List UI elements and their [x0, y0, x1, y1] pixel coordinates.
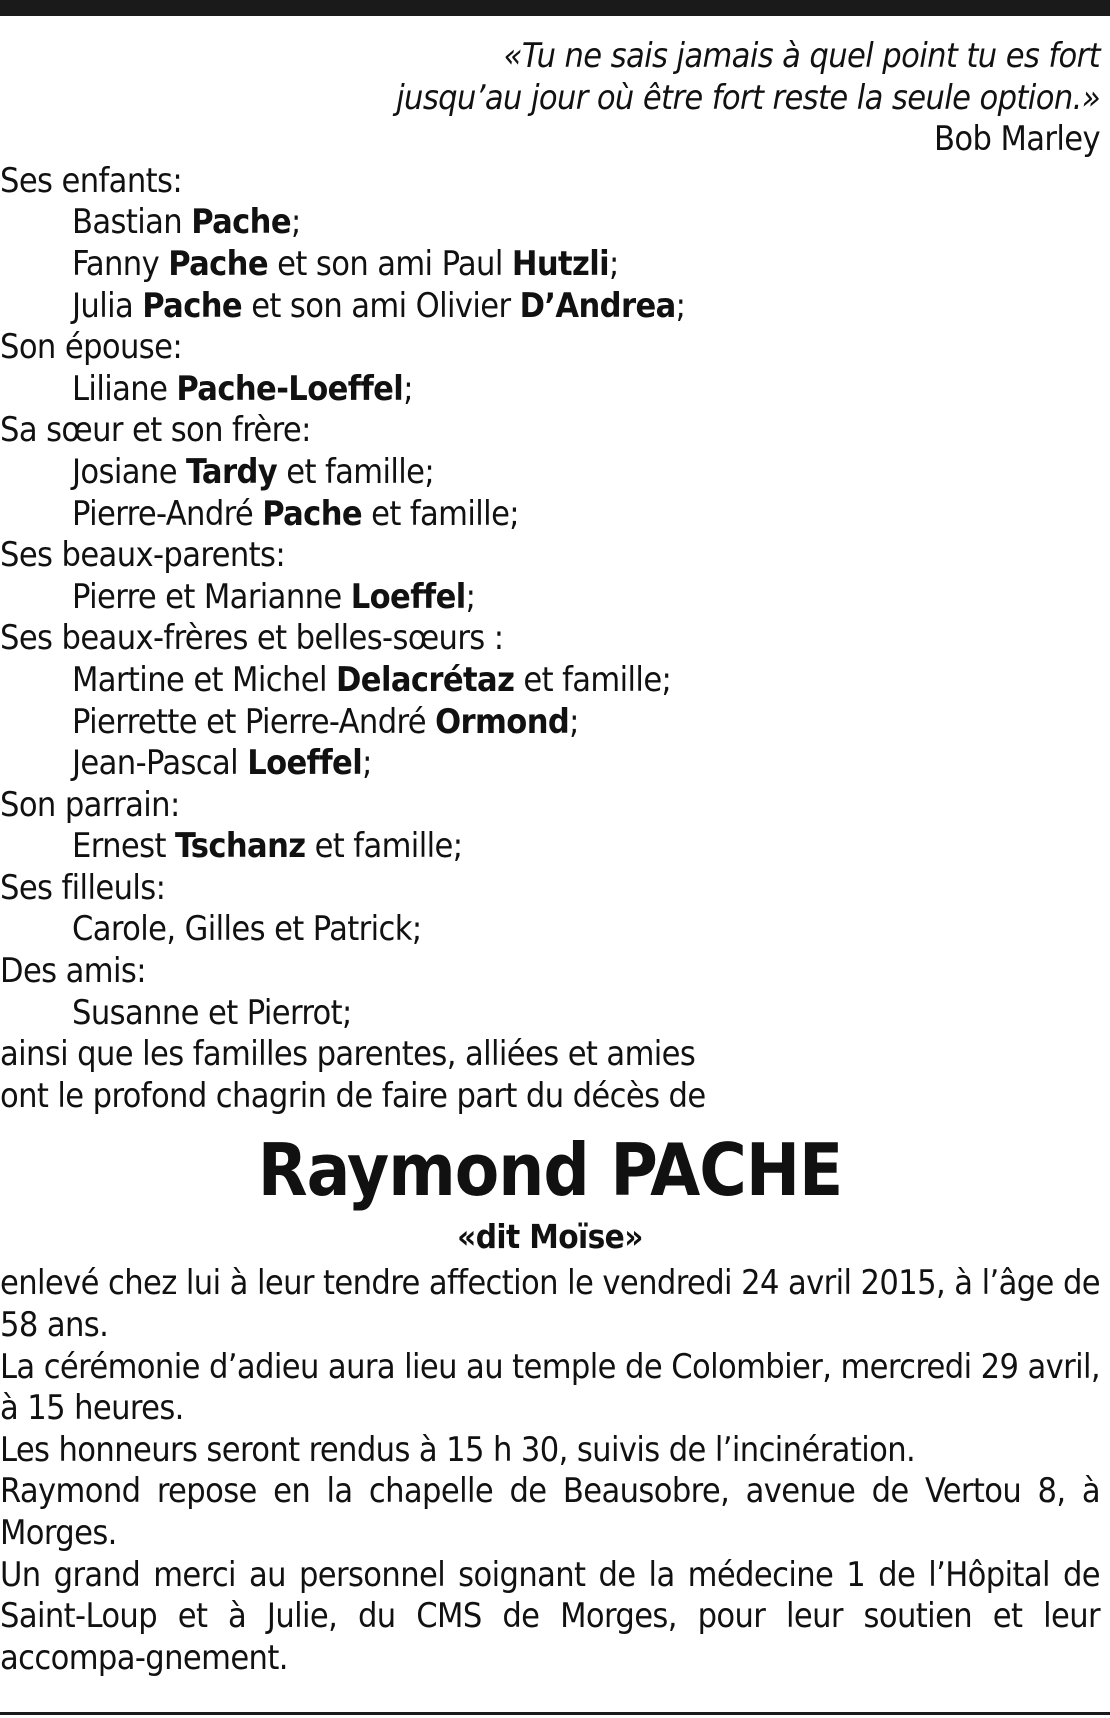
member-text: et famille;	[277, 451, 435, 492]
family-member	[0, 286, 1100, 328]
member-surname: Pache	[142, 285, 243, 326]
member-text: et famille;	[514, 659, 672, 700]
detail-death: enlevé chez lui à leur tendre affection le vendredi 24 avril 2015, à l’âge de 58 ans.	[0, 1263, 1100, 1346]
detail-honours: Les honneurs seront rendus à 15 h 30, suivis de l’incinération.	[0, 1429, 916, 1470]
member-text: Jean-Pascal	[72, 743, 248, 784]
family-member	[0, 909, 1100, 951]
member-surname: Pache	[168, 243, 269, 284]
member-text: ;	[362, 743, 372, 784]
family-member	[0, 826, 1100, 868]
family-section-label: Des amis:	[0, 951, 146, 992]
member-surname: Ormond	[435, 701, 570, 742]
member-surname: Pache	[191, 202, 292, 243]
family-member	[0, 369, 1100, 411]
member-surname: Tardy	[186, 451, 278, 492]
closing-line-1: ainsi que les familles parentes, alliées et amies	[0, 1034, 696, 1075]
family-section-label: Ses beaux-frères et belles-sœurs :	[0, 618, 504, 659]
epigraph-quote	[0, 36, 1100, 161]
member-text: Bastian	[72, 202, 192, 243]
family-section-label: Ses filleuls:	[0, 867, 166, 908]
family-section-label: Sa sœur et son frère:	[0, 410, 311, 451]
member-text: ;	[609, 243, 619, 284]
quote-author: Bob Marley	[934, 119, 1100, 160]
member-text: et son ami Paul	[268, 243, 512, 284]
member-surname: Loeffel	[350, 576, 466, 617]
member-text: Pierre-André	[72, 493, 263, 534]
detail-thanks: Un grand merci au personnel soignant de la médecine 1 de l’Hôpital de Saint-Loup et à Julie, du CMS de Morges, pour leur soutien et leur accompa-gnement.	[0, 1554, 1100, 1678]
family-member	[0, 202, 1100, 244]
member-surname: D’Andrea	[519, 285, 676, 326]
member-surname: Tschanz	[174, 826, 306, 867]
top-rule	[0, 0, 1110, 16]
detail-ceremony: La cérémonie d’adieu aura lieu au temple de Colombier, mercredi 29 avril, à 15 heures.	[0, 1346, 1100, 1429]
member-text: et famille;	[362, 493, 520, 534]
family-list	[0, 161, 1100, 1034]
family-section-label: Son épouse:	[0, 327, 183, 368]
family-section-label: Ses beaux-parents:	[0, 535, 286, 576]
member-text: Liliane	[72, 368, 177, 409]
member-surname: Hutzli	[511, 243, 609, 284]
member-text: Josiane	[72, 451, 187, 492]
family-member	[0, 660, 1100, 702]
family-member	[0, 452, 1100, 494]
family-member	[0, 702, 1100, 744]
member-text: ;	[465, 576, 476, 617]
quote-line-2: jusqu’au jour où être fort reste la seule option.»	[396, 77, 1100, 118]
member-text: Fanny	[72, 243, 169, 284]
family-member	[0, 494, 1100, 536]
member-text: Ernest	[72, 826, 175, 867]
closing-line-2: ont le profond chagrin de faire part du décès de	[0, 1075, 706, 1116]
member-text: Julia	[72, 285, 143, 326]
member-text: et son ami Olivier	[242, 285, 520, 326]
member-text: ;	[291, 202, 301, 243]
member-surname: Delacrétaz	[336, 659, 515, 700]
member-surname: Loeffel	[247, 743, 363, 784]
member-text: Pierre et Marianne	[72, 576, 351, 617]
member-text: ;	[403, 368, 413, 409]
detail-rest: Raymond repose en la chapelle de Beausobre, avenue de Vertou 8, à Morges.	[0, 1471, 1100, 1553]
family-member	[0, 993, 1100, 1035]
deceased-name: Raymond PACHE	[257, 1128, 843, 1213]
member-text: Carole, Gilles et Patrick;	[72, 909, 422, 950]
bottom-rule	[0, 1712, 1110, 1715]
member-surname: Pache-Loeffel	[176, 368, 404, 409]
family-member	[0, 743, 1100, 785]
member-text: ;	[569, 701, 579, 742]
deceased-nickname: «dit Moïse»	[457, 1217, 643, 1257]
family-section-label: Son parrain:	[0, 784, 180, 825]
family-section-label: Ses enfants:	[0, 160, 183, 201]
member-text: Martine et Michel	[72, 659, 336, 700]
quote-line-1: «Tu ne sais jamais à quel point tu es fort	[503, 36, 1100, 76]
member-text: Susanne et Pierrot;	[72, 992, 352, 1033]
member-text: ;	[675, 285, 686, 326]
member-surname: Pache	[262, 493, 363, 534]
family-member	[0, 577, 1100, 619]
obituary-notice	[0, 36, 1100, 1679]
member-text: Pierrette et Pierre-André	[72, 701, 436, 742]
member-text: et famille;	[305, 826, 463, 867]
family-member	[0, 244, 1100, 286]
